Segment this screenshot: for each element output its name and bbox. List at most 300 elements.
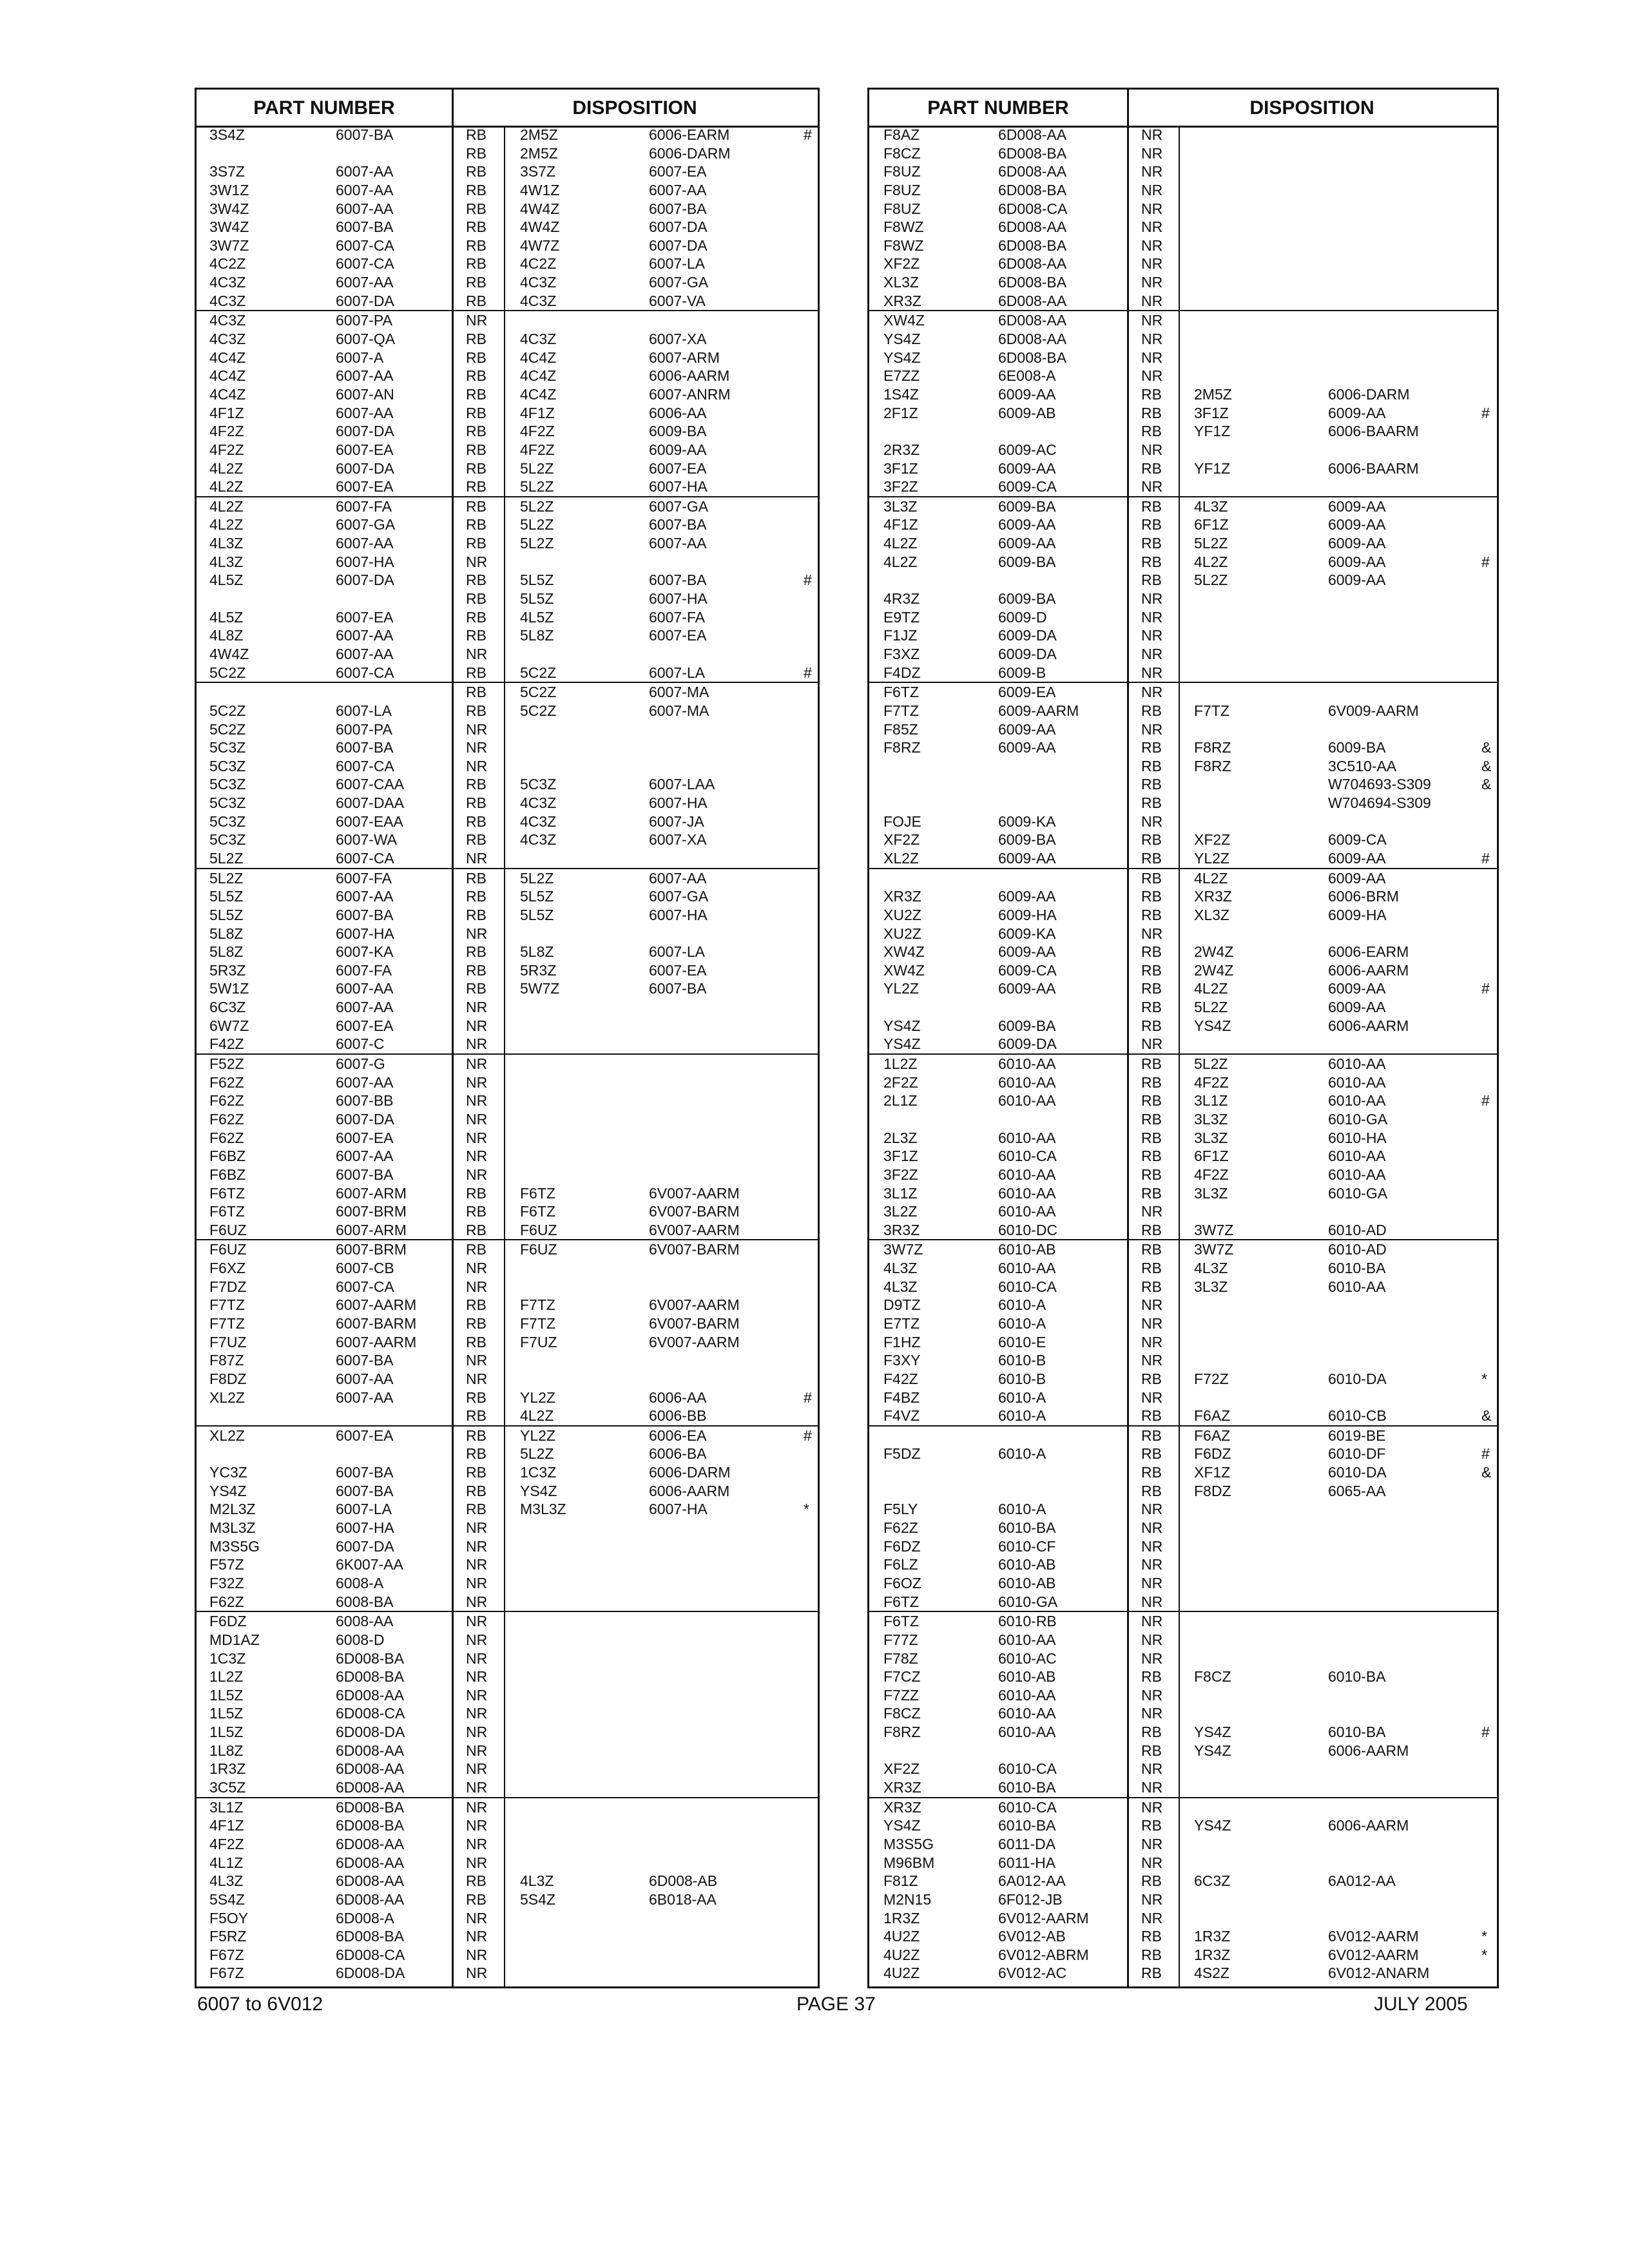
part-base: 6009-DA [998, 645, 1057, 662]
disposition-code: NR [1141, 163, 1163, 180]
part-base: 6009-AA [998, 535, 1056, 552]
replacement-base: 6010-AD [1328, 1221, 1387, 1238]
part-prefix: F62Z [209, 1092, 244, 1110]
note-mark: # [1481, 1445, 1490, 1463]
part-prefix: 3S4Z [209, 126, 245, 143]
replacement-base: 6006-AA [649, 1389, 707, 1406]
table-row [197, 590, 818, 608]
note-mark: * [1481, 1946, 1487, 1963]
replacement-base: 6007-VA [649, 292, 706, 309]
part-base: 6D008-DA [336, 1724, 405, 1741]
replacement-base: 6009-BA [649, 423, 707, 440]
part-prefix: 4U2Z [883, 1965, 920, 1982]
table-row [197, 683, 818, 702]
note-mark: & [1481, 1407, 1492, 1425]
replacement-base: 6010-GA [1328, 1184, 1388, 1202]
part-base: 6007-EA [336, 441, 394, 458]
disposition-code: RB [466, 144, 487, 162]
table-row [197, 162, 818, 181]
part-prefix: F5OY [209, 1909, 249, 1927]
disposition-code: RB [1141, 1817, 1162, 1834]
table-row [197, 255, 818, 273]
part-base: 6009-BA [998, 553, 1056, 570]
replacement-base: 6010-GA [1328, 1110, 1388, 1128]
part-prefix: 3F1Z [883, 1148, 918, 1165]
replacement-prefix: 4F2Z [520, 441, 555, 458]
part-base: 6D008-BA [998, 349, 1067, 366]
part-prefix: F6OZ [883, 1574, 921, 1591]
replacement-base: 6007-MA [649, 684, 709, 701]
replacement-base: 6019-BE [1328, 1427, 1386, 1444]
disposition-code: RB [1141, 739, 1162, 756]
disposition-code: NR [466, 1352, 488, 1369]
part-prefix: 4C4Z [209, 367, 246, 385]
table-row [197, 553, 818, 572]
part-base: 6010-B [998, 1370, 1046, 1387]
replacement-base: 6010-AA [1328, 1073, 1386, 1091]
disposition-code: RB [466, 516, 487, 533]
part-prefix: 3W1Z [209, 181, 249, 198]
table-row [197, 404, 818, 423]
table-row [197, 1631, 818, 1649]
part-base: 6E008-A [998, 367, 1056, 385]
part-base: 6009-AA [998, 849, 1056, 867]
table-row [197, 1147, 818, 1166]
disposition-code: NR [466, 1035, 488, 1053]
part-prefix: F4DZ [883, 664, 921, 681]
table-row [197, 144, 818, 163]
table-row [869, 1593, 1497, 1611]
part-base: 6D008-AA [998, 292, 1067, 309]
part-base: 6007-BA [336, 126, 394, 143]
disposition-code: RB [466, 1203, 487, 1220]
note-mark: # [1481, 980, 1490, 997]
part-base: 6011-HA [998, 1854, 1056, 1871]
replacement-base: 6007-XA [649, 331, 707, 348]
replacement-base: 6V007-BARM [649, 1241, 740, 1258]
part-prefix: 4U2Z [883, 1946, 920, 1963]
part-prefix: 4F1Z [209, 404, 244, 421]
table-row [197, 1667, 818, 1686]
disposition-code: RB [1141, 572, 1162, 589]
part-prefix: E9TZ [883, 608, 920, 626]
disposition-code: NR [1141, 1798, 1163, 1816]
table-row [869, 200, 1497, 218]
part-prefix: 1L5Z [209, 1686, 244, 1704]
replacement-prefix: 1R3Z [1194, 1946, 1231, 1963]
part-base: 6007-CA [336, 255, 394, 273]
note-mark: * [804, 1501, 809, 1518]
part-prefix: YS4Z [883, 331, 921, 348]
part-prefix: 3L1Z [209, 1798, 244, 1816]
table-row [869, 1612, 1497, 1631]
disposition-code: RB [1141, 1184, 1162, 1202]
part-prefix: M3S5G [883, 1835, 934, 1852]
row-group [869, 1240, 1497, 1426]
replacement-base: 6006-EARM [649, 126, 730, 143]
replacement-base: 6007-BA [649, 980, 707, 997]
part-base: 6007-EA [336, 478, 394, 495]
part-prefix: F7DZ [209, 1278, 247, 1295]
disposition-code: NR [466, 1760, 488, 1778]
disposition-code: NR [1141, 1835, 1163, 1852]
table-row [197, 831, 818, 849]
part-base: 6007-DA [336, 292, 394, 309]
replacement-base: 6010-AA [1328, 1055, 1386, 1073]
disposition-code: RB [1141, 1370, 1162, 1387]
table-row [869, 1631, 1497, 1649]
disposition-code: RB [1141, 1221, 1162, 1238]
footer-date: JULY 2005 [1374, 1994, 1468, 2015]
replacement-prefix: XF1Z [1194, 1464, 1231, 1481]
replacement-base: 6006-EA [649, 1427, 707, 1444]
part-base: 6007-CB [336, 1260, 394, 1277]
table-row [197, 292, 818, 311]
part-prefix: F78Z [883, 1649, 918, 1667]
table-row [869, 1964, 1497, 1983]
part-base: 6009-DA [998, 1035, 1057, 1053]
replacement-base: 6010-AA [1328, 1278, 1386, 1295]
part-prefix: 1L5Z [209, 1705, 244, 1722]
replacement-base: 6006-AARM [1328, 1742, 1409, 1759]
table-row [869, 906, 1497, 925]
part-base: 6010-A [998, 1407, 1046, 1425]
replacement-prefix: YL2Z [520, 1389, 555, 1406]
part-base: 6010-AB [998, 1556, 1056, 1573]
replacement-base: 6007-GA [649, 888, 709, 905]
table-header [197, 90, 818, 128]
table-row [869, 1129, 1497, 1148]
replacement-base: 6006-AARM [1328, 1017, 1409, 1034]
replacement-base: 6007-EA [649, 459, 707, 477]
part-base: 6007-DA [336, 459, 394, 477]
table-row [869, 1407, 1497, 1425]
table-row [197, 869, 818, 888]
table-row [869, 1202, 1497, 1221]
part-base: 6007-FA [336, 497, 392, 515]
table-row [197, 1649, 818, 1668]
part-base: 6010-AA [998, 1705, 1056, 1722]
part-base: 6010-CA [998, 1148, 1057, 1165]
disposition-code: NR [466, 1556, 488, 1573]
replacement-prefix: 6F1Z [1194, 516, 1229, 533]
replacement-prefix: F8DZ [1194, 1482, 1231, 1499]
part-prefix: 2F2Z [883, 1073, 918, 1091]
disposition-code: NR [466, 1779, 488, 1796]
replacement-base: 6A012-AA [1328, 1872, 1396, 1890]
disposition-code: RB [1141, 404, 1162, 421]
part-prefix: 1L5Z [209, 1724, 244, 1741]
row-group [197, 1055, 818, 1240]
part-prefix: 4U2Z [883, 1928, 920, 1945]
replacement-prefix: 4L2Z [520, 1407, 554, 1425]
part-prefix: 3F2Z [883, 1166, 918, 1183]
part-prefix: 3L3Z [883, 497, 918, 515]
part-prefix: F7ZZ [883, 1686, 919, 1704]
replacement-base: 6006-DARM [649, 1464, 731, 1481]
replacement-prefix: 5W7Z [520, 980, 560, 997]
part-base: 6D008-BA [336, 1928, 405, 1945]
disposition-code: NR [466, 1370, 488, 1387]
table-row [869, 1351, 1497, 1370]
part-prefix: 4L2Z [209, 478, 244, 495]
table-row [197, 571, 818, 590]
replacement-prefix: 5L2Z [1194, 572, 1228, 589]
part-base: 6010-E [998, 1333, 1046, 1350]
part-base: 6007-FA [336, 869, 392, 887]
part-number-header: PART NUMBER [927, 97, 1069, 119]
disposition-code: NR [1141, 441, 1163, 458]
replacement-base: 6007-AA [649, 535, 707, 552]
table-row [869, 702, 1497, 720]
table-row [197, 497, 818, 516]
disposition-code: RB [1141, 1129, 1162, 1146]
part-prefix: YL2Z [883, 980, 919, 997]
disposition-code: NR [466, 925, 488, 942]
part-base: 6D008-BA [998, 236, 1067, 254]
table-row [197, 1890, 818, 1909]
part-base: 6009-KA [998, 812, 1056, 830]
row-group [197, 497, 818, 683]
part-prefix: XU2Z [883, 906, 921, 923]
table-row [197, 1909, 818, 1928]
part-base: 6D008-BA [998, 144, 1067, 162]
table-row [197, 1296, 818, 1314]
disposition-code: NR [1141, 1854, 1163, 1871]
part-prefix: 4F2Z [209, 441, 244, 458]
disposition-header: DISPOSITION [1249, 97, 1374, 119]
part-prefix: 5L2Z [209, 849, 244, 867]
disposition-code: RB [466, 535, 487, 552]
replacement-base: 6010-BA [1328, 1724, 1386, 1741]
disposition-code: NR [466, 1593, 488, 1610]
table-row [869, 144, 1497, 163]
part-base: 6007-AN [336, 385, 394, 403]
part-prefix: F6UZ [209, 1241, 247, 1258]
replacement-base: 6V007-AARM [649, 1296, 740, 1314]
table-row [197, 385, 818, 404]
disposition-code: RB [466, 776, 487, 793]
replacement-base: 6007-BA [649, 516, 707, 533]
part-prefix: F6TZ [209, 1184, 245, 1202]
replacement-prefix: F7TZ [1194, 702, 1229, 719]
disposition-code: RB [466, 1501, 487, 1518]
part-prefix: F8UZ [883, 163, 921, 180]
replacement-prefix: 4L3Z [1194, 1260, 1228, 1277]
part-base: 6V012-AB [998, 1928, 1066, 1945]
table-row [197, 1872, 818, 1890]
part-base: 6007-AA [336, 367, 394, 385]
table-row [869, 1927, 1497, 1946]
replacement-prefix: 4L3Z [1194, 497, 1228, 515]
part-prefix: MD1AZ [209, 1631, 260, 1648]
part-base: 6007-EA [336, 1017, 394, 1034]
part-prefix: F6BZ [209, 1148, 246, 1165]
table-row [869, 477, 1497, 496]
replacement-prefix: 3L3Z [1194, 1129, 1228, 1146]
table-row [869, 1166, 1497, 1184]
part-prefix: 6W7Z [209, 1017, 249, 1034]
part-base: 6010-AA [998, 1129, 1056, 1146]
disposition-code: NR [1141, 1909, 1163, 1927]
disposition-code: NR [1141, 720, 1163, 738]
part-base: 6007-C [336, 1035, 385, 1053]
disposition-code: RB [1141, 1278, 1162, 1295]
replacement-prefix: 4C4Z [520, 349, 557, 366]
disposition-code: RB [466, 423, 487, 440]
disposition-code: RB [466, 961, 487, 979]
table-row [869, 1872, 1497, 1890]
table-row [869, 1798, 1497, 1817]
part-prefix: 5C3Z [209, 812, 246, 830]
replacement-base: 6006-AARM [1328, 961, 1409, 979]
table-row [869, 1370, 1497, 1389]
part-prefix: F7TZ [883, 702, 919, 719]
replacement-prefix: 2M5Z [520, 126, 558, 143]
disposition-code: RB [1141, 1724, 1162, 1741]
disposition-code: RB [1141, 1073, 1162, 1091]
part-prefix: F6UZ [209, 1221, 247, 1238]
part-base: 6007-GA [336, 516, 396, 533]
row-group [197, 1798, 818, 1983]
part-prefix: F8CZ [883, 1705, 921, 1722]
part-base: 6007-AA [336, 404, 394, 421]
part-prefix: 2R3Z [883, 441, 920, 458]
disposition-code: RB [1141, 497, 1162, 515]
replacement-prefix: 5S4Z [520, 1890, 555, 1908]
part-base: 6010-AB [998, 1574, 1056, 1591]
disposition-code: RB [466, 590, 487, 608]
table-row [869, 720, 1497, 739]
disposition-header: DISPOSITION [572, 97, 697, 119]
table-row [869, 626, 1497, 645]
table-row [869, 998, 1497, 1017]
replacement-base: 6007-GA [649, 274, 709, 291]
replacement-prefix: 4L5Z [520, 608, 554, 626]
disposition-code: RB [1141, 516, 1162, 533]
replacement-base: 6009-AA [1328, 999, 1386, 1016]
replacement-base: 6009-AA [1328, 516, 1386, 533]
part-prefix: 4L8Z [209, 627, 244, 644]
part-base: 6010-A [998, 1445, 1046, 1463]
replacement-prefix: F8CZ [1194, 1668, 1231, 1686]
replacement-base: 6010-BA [1328, 1260, 1386, 1277]
replacement-prefix: 4C3Z [520, 274, 557, 291]
part-prefix: 6C3Z [209, 999, 246, 1016]
table-row [869, 1427, 1497, 1445]
table-row [869, 1835, 1497, 1854]
disposition-code: NR [1141, 1035, 1163, 1053]
replacement-prefix: YF1Z [1194, 459, 1231, 477]
part-prefix: F8UZ [883, 181, 921, 198]
part-prefix: 3W7Z [883, 1241, 923, 1258]
part-prefix: F62Z [883, 1519, 918, 1537]
disposition-code: NR [1141, 1333, 1163, 1350]
replacement-base: 6007-LA [649, 255, 705, 273]
replacement-prefix: F6AZ [1194, 1407, 1231, 1425]
part-base: 6F012-JB [998, 1890, 1063, 1908]
replacement-base: 6006-AA [649, 404, 707, 421]
row-group [869, 1055, 1497, 1240]
part-base: 6007-AA [336, 163, 394, 180]
note-mark: # [1481, 1724, 1490, 1741]
disposition-code: RB [1141, 553, 1162, 570]
part-prefix: F42Z [209, 1035, 244, 1053]
replacement-prefix: F6TZ [520, 1203, 555, 1220]
replacement-base: 6009-AA [1328, 497, 1386, 515]
replacement-prefix: 5L5Z [520, 590, 554, 608]
table-row [197, 1055, 818, 1073]
replacement-prefix: 5L2Z [520, 535, 554, 552]
table-row [869, 943, 1497, 961]
part-base: 6010-AA [998, 1184, 1056, 1202]
disposition-code: RB [1141, 888, 1162, 905]
row-group [869, 683, 1497, 869]
replacement-base: 6V012-AARM [1328, 1928, 1419, 1945]
disposition-code: RB [466, 385, 487, 403]
note-mark: # [1481, 553, 1490, 570]
replacement-base: 6009-HA [1328, 906, 1387, 923]
table-row [869, 1667, 1497, 1686]
disposition-code: NR [1141, 1556, 1163, 1573]
replacement-prefix: 4F1Z [520, 404, 555, 421]
disposition-code: NR [466, 1017, 488, 1034]
part-base: 6009-DA [998, 627, 1057, 644]
disposition-code: NR [1141, 478, 1163, 495]
disposition-code: NR [466, 1798, 488, 1816]
replacement-base: 6007-LAA [649, 776, 715, 793]
part-base: 6010-CA [998, 1278, 1057, 1295]
part-base: 6D008-BA [336, 1649, 405, 1667]
table-row [197, 1278, 818, 1296]
table-row [197, 1351, 818, 1370]
part-prefix: F6DZ [209, 1613, 247, 1630]
part-base: 6D008-AA [336, 1779, 405, 1796]
part-base: 6A012-AA [998, 1872, 1066, 1890]
disposition-code: NR [1141, 1519, 1163, 1537]
part-prefix: 4C3Z [209, 292, 246, 309]
replacement-prefix: F6AZ [1194, 1427, 1231, 1444]
row-group [197, 1612, 818, 1798]
replacement-prefix: 2W4Z [1194, 961, 1234, 979]
part-base: 6007-DA [336, 1537, 394, 1555]
table-row [869, 645, 1497, 664]
replacement-base: 6010-AA [1328, 1148, 1386, 1165]
part-prefix: F6TZ [883, 684, 919, 701]
table-row [869, 1073, 1497, 1092]
part-base: 6010-AA [998, 1260, 1056, 1277]
part-base: 6007-AA [336, 1389, 394, 1406]
disposition-code: RB [1141, 385, 1162, 403]
part-base: 6D008-AA [336, 1890, 405, 1908]
replacement-prefix: 5L2Z [1194, 535, 1228, 552]
table-row [869, 979, 1497, 998]
part-prefix: XW4Z [883, 943, 925, 961]
disposition-code: NR [1141, 608, 1163, 626]
disposition-code: RB [466, 459, 487, 477]
table-row [869, 831, 1497, 849]
table-row [197, 200, 818, 218]
table-row [869, 1649, 1497, 1668]
table-row [869, 1574, 1497, 1593]
replacement-prefix: 3L3Z [1194, 1110, 1228, 1128]
part-base: 6010-AA [998, 1686, 1056, 1704]
disposition-code: NR [1141, 200, 1163, 217]
part-prefix: XL2Z [209, 1427, 245, 1444]
table-row [197, 906, 818, 925]
part-base: 6010-RB [998, 1613, 1057, 1630]
part-base: 6007-AA [336, 535, 394, 552]
